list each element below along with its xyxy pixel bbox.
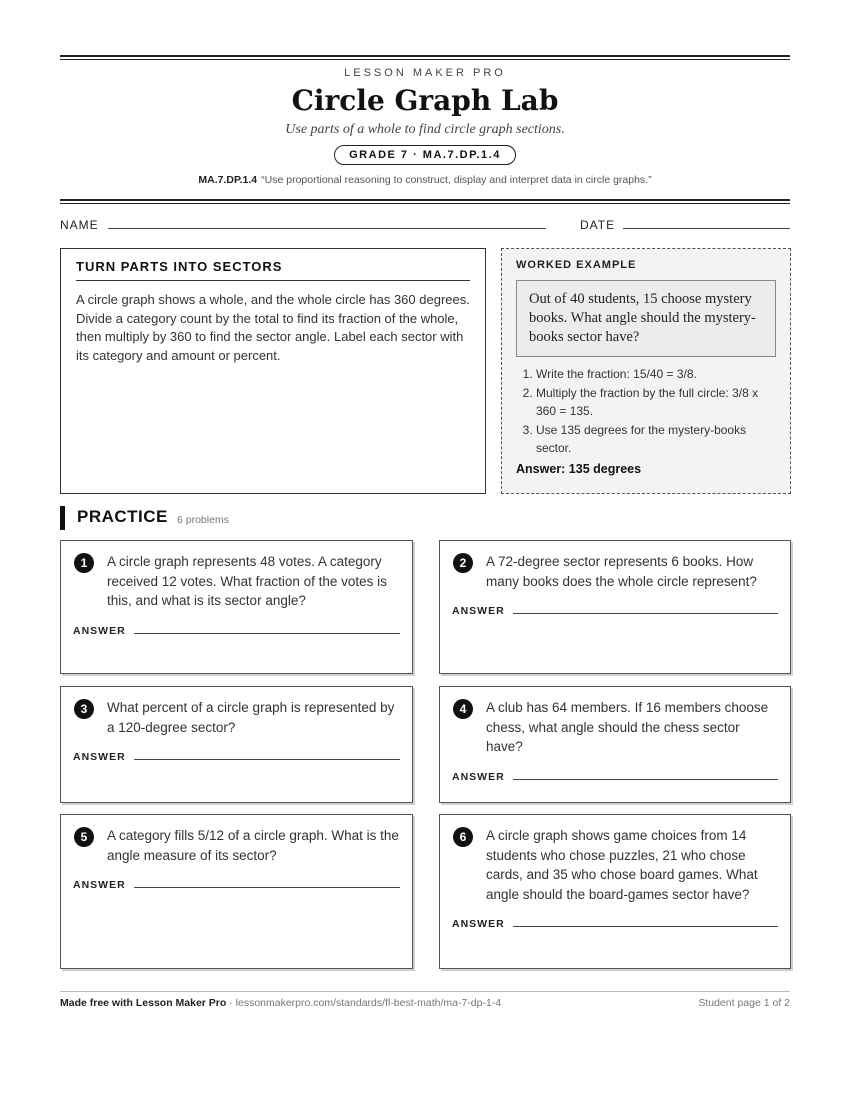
problem-number: 6 [453, 827, 473, 847]
problem-card-4 [439, 686, 791, 803]
grade-badge: GRADE 7 · MA.7.DP.1.4 [334, 145, 516, 165]
answer-row [73, 879, 400, 891]
problem-number: 3 [74, 699, 94, 719]
answer-label: ANSWER [452, 770, 505, 783]
practice-title: PRACTICE [77, 507, 168, 526]
problem-text: What percent of a circle graph is represented by a 120-degree sector? [107, 700, 395, 735]
problem-text: A club has 64 members. If 16 members choose chess, what angle should the chess sector have? [486, 700, 769, 754]
intro-body: A circle graph shows a whole, and the whole circle has 360 degrees. Divide a category count by the total to find its fraction of the whole, then multiply by 360 to find the sector angle. Label each sector with its category and amount or percent. [76, 292, 470, 363]
brand-label: LESSON MAKER PRO [344, 67, 506, 79]
problem-number: 2 [453, 553, 473, 573]
problem-card-6 [439, 814, 791, 969]
problem-number: 4 [453, 699, 473, 719]
worked-example-heading: WORKED EXAMPLE [516, 259, 637, 271]
problem-text: A 72-degree sector represents 6 books. How many books does the whole circle represent? [486, 554, 757, 589]
standard-text: “Use proportional reasoning to construct, display and interpret data in circle graphs.” [261, 174, 652, 186]
worked-example-step: 1. Write the fraction: 15/40 = 3/8. [536, 365, 776, 384]
answer-field[interactable] [513, 926, 778, 927]
name-label: NAME [60, 218, 99, 232]
worked-example-question: Out of 40 students, 15 choose mystery books. What angle should the mystery-books sector have? [516, 280, 776, 357]
worked-example-steps [516, 365, 776, 458]
answer-field[interactable] [134, 887, 400, 888]
grade-badge-wrap [0, 145, 850, 165]
worked-example-answer: Answer: 135 degrees [516, 461, 642, 476]
footer-url: · lessonmakerpro.com/standards/fl-best-math/ma-7-dp-1-4 [226, 997, 502, 1009]
top-rule [60, 55, 790, 57]
answer-field[interactable] [513, 613, 778, 614]
problem-card-1 [60, 540, 413, 674]
answer-label: ANSWER [452, 605, 505, 617]
footer-made-with: Made free with Lesson Maker Pro [60, 997, 227, 1009]
intro-heading: TURN PARTS INTO SECTORS [76, 259, 470, 281]
name-field[interactable] [108, 228, 546, 229]
answer-label: ANSWER [452, 918, 505, 930]
footer-rule [60, 991, 790, 992]
answer-row [73, 625, 400, 637]
header-bottom-rule [60, 199, 790, 201]
problem-text: A category fills 5/12 of a circle graph. What is the angle measure of its sector? [107, 828, 399, 863]
answer-row [452, 771, 778, 783]
footer-credit [60, 997, 501, 1009]
date-label: DATE [580, 218, 616, 232]
answer-row [452, 605, 778, 617]
standard-line [0, 174, 850, 186]
answer-row [73, 751, 400, 763]
problem-card-5 [60, 814, 413, 969]
answer-label: ANSWER [73, 624, 126, 637]
problem-number: 5 [74, 827, 94, 847]
problem-number: 1 [74, 553, 94, 573]
answer-label: ANSWER [73, 879, 126, 891]
standard-code: MA.7.DP.1.4 [198, 174, 258, 186]
answer-field[interactable] [513, 779, 778, 780]
practice-accent-bar [60, 506, 65, 530]
worked-example-step: 2. Multiply the fraction by the full circle: 3/8 x 360 = 135. [536, 384, 776, 421]
page-subtitle: Use parts of a whole to find circle graph sections. [285, 122, 565, 137]
page-title: Circle Graph Lab [291, 84, 559, 117]
problem-text: A circle graph shows game choices from 14 students who chose puzzles, 21 who chose cards, and 35 who chose board games. What angle should the board-games sector have? [486, 828, 758, 902]
problem-card-3 [60, 686, 413, 803]
problem-card-2 [439, 540, 791, 674]
date-field[interactable] [623, 228, 790, 229]
worked-example-step: 3. Use 135 degrees for the mystery-books sector. [536, 421, 776, 458]
answer-row [452, 918, 778, 930]
problem-text: A circle graph represents 48 votes. A category received 12 votes. What fraction of the votes is this, and what is its sector angle? [107, 554, 387, 608]
intro-box [60, 248, 486, 494]
footer-page-number: Student page 1 of 2 [698, 997, 790, 1009]
answer-field[interactable] [134, 633, 400, 634]
practice-count: 6 problems [177, 514, 229, 526]
answer-field[interactable] [134, 759, 400, 760]
answer-label: ANSWER [73, 751, 126, 763]
worked-example-box [501, 248, 791, 494]
